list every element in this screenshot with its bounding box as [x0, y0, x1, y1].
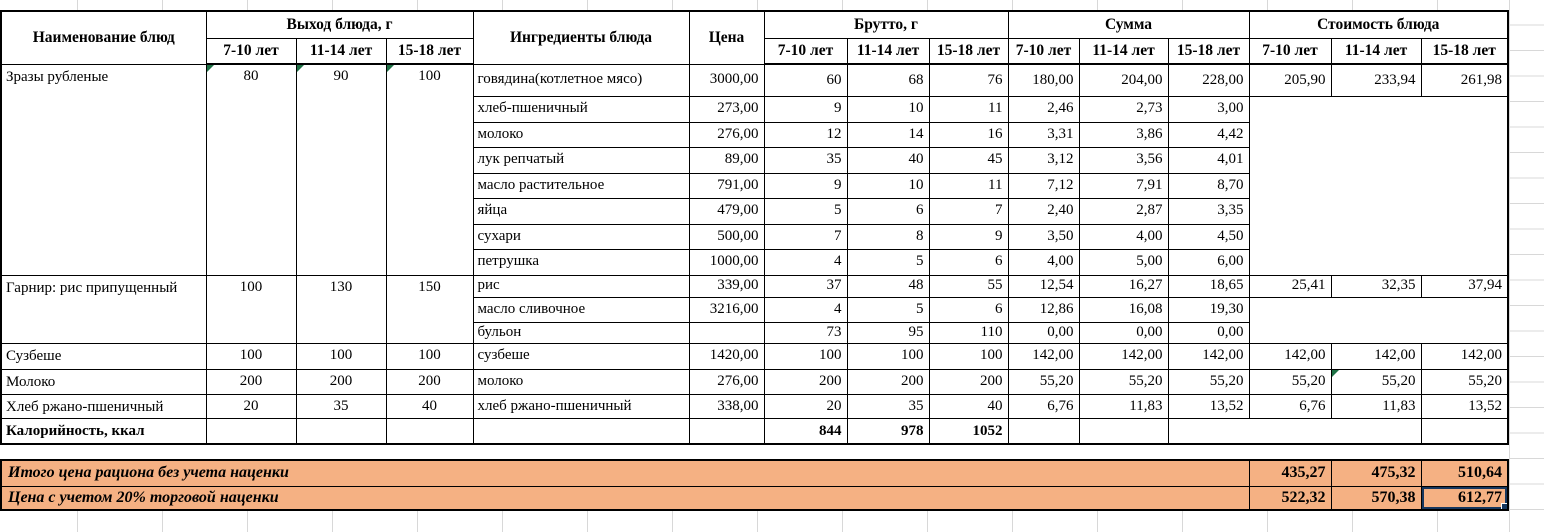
cell-sum-1[interactable]: 3,50 — [1008, 224, 1079, 249]
cell-sum-1[interactable]: 7,12 — [1008, 173, 1079, 198]
cell-price[interactable] — [689, 322, 764, 343]
cell-cost-empty[interactable] — [1249, 96, 1508, 275]
cell-price[interactable]: 479,00 — [689, 198, 764, 224]
cell-gross-2[interactable]: 35 — [847, 394, 929, 419]
cell-gross-1[interactable]: 60 — [764, 64, 847, 96]
cell-output-3[interactable]: 200 — [386, 369, 473, 394]
cell-cost-1[interactable]: 6,76 — [1249, 394, 1331, 419]
cell-calories-2[interactable]: 978 — [847, 419, 929, 444]
cell-sum-empty-1[interactable] — [1008, 419, 1079, 444]
cell-gross-3[interactable]: 6 — [929, 297, 1008, 322]
cell-price[interactable]: 1000,00 — [689, 249, 764, 275]
cell-sum-2[interactable]: 5,00 — [1079, 249, 1168, 275]
cell-cost-3[interactable]: 261,98 — [1421, 64, 1508, 96]
cell-ingredient[interactable]: говядина(котлетное мясо) — [473, 64, 689, 96]
cell-cost-3[interactable]: 142,00 — [1421, 343, 1508, 369]
cell-output-1[interactable]: 20 — [206, 394, 296, 419]
cell-sum-empty-2[interactable] — [1079, 419, 1168, 444]
cell-gross-1[interactable]: 20 — [764, 394, 847, 419]
total-with-markup-7-10[interactable]: 522,32 — [1249, 486, 1331, 510]
cell-sum-1[interactable]: 2,40 — [1008, 198, 1079, 224]
cell-cost-3[interactable]: 13,52 — [1421, 394, 1508, 419]
cell-output-1[interactable]: 100 — [206, 275, 296, 343]
cell-output-3[interactable]: 40 — [386, 394, 473, 419]
cell-gross-1[interactable]: 4 — [764, 249, 847, 275]
cell-gross-3[interactable]: 76 — [929, 64, 1008, 96]
cell-gross-2[interactable]: 5 — [847, 297, 929, 322]
cell-dish-name[interactable]: Сузбеше — [1, 343, 206, 369]
cell-gross-2[interactable]: 6 — [847, 198, 929, 224]
header-dish-name[interactable]: Наименование блюд — [1, 11, 206, 64]
totals-row-with-markup — [1, 486, 1508, 510]
cell-sum-3[interactable]: 228,00 — [1168, 64, 1249, 96]
cell-cost-3[interactable]: 55,20 — [1421, 369, 1508, 394]
gridlines-top — [0, 0, 1509, 10]
cell-dish-name[interactable]: Гарнир: рис припущенный — [1, 275, 206, 343]
cell-gross-1[interactable]: 9 — [764, 173, 847, 198]
cell-calories-1[interactable]: 844 — [764, 419, 847, 444]
cell-gross-3[interactable]: 9 — [929, 224, 1008, 249]
cell-price[interactable]: 339,00 — [689, 275, 764, 297]
cell-gross-1[interactable]: 100 — [764, 343, 847, 369]
header-age-output-3[interactable]: 15-18 лет — [386, 38, 473, 64]
cell-ingredient[interactable]: петрушка — [473, 249, 689, 275]
cell-cost-2[interactable]: 32,35 — [1331, 275, 1421, 297]
cell-sum-3[interactable]: 13,52 — [1168, 394, 1249, 419]
cell-calories-3[interactable]: 1052 — [929, 419, 1008, 444]
cell-output-2[interactable]: 200 — [296, 369, 386, 394]
header-age-sum-2[interactable]: 11-14 лет — [1079, 38, 1168, 64]
header-age-gross-3[interactable]: 15-18 лет — [929, 38, 1008, 64]
cell-sum-3[interactable]: 19,30 — [1168, 297, 1249, 322]
cell-cost-empty[interactable] — [1249, 297, 1508, 343]
total-without-markup-7-10[interactable]: 435,27 — [1249, 460, 1331, 486]
cell-sum-3[interactable]: 4,50 — [1168, 224, 1249, 249]
cell-gross-1[interactable]: 35 — [764, 147, 847, 173]
cell-merged-empty[interactable] — [1168, 419, 1421, 444]
gridlines-bottom — [0, 509, 1509, 532]
cell-sum-2[interactable]: 0,00 — [1079, 322, 1168, 343]
cell-ingredient[interactable]: сузбеше — [473, 343, 689, 369]
cell-gross-2[interactable]: 10 — [847, 173, 929, 198]
cell-gross-3[interactable]: 6 — [929, 249, 1008, 275]
cell-price[interactable]: 273,00 — [689, 96, 764, 122]
cell-gross-2[interactable]: 200 — [847, 369, 929, 394]
cell-price[interactable]: 3216,00 — [689, 297, 764, 322]
cell-gross-1[interactable]: 12 — [764, 122, 847, 147]
cell-gross-1[interactable]: 73 — [764, 322, 847, 343]
cell-sum-3[interactable]: 18,65 — [1168, 275, 1249, 297]
table-row — [1, 64, 1508, 96]
header-age-cost-1[interactable]: 7-10 лет — [1249, 38, 1331, 64]
table-row — [1, 369, 1508, 394]
recipe-cost-table — [0, 10, 1509, 445]
cell-ingredient[interactable]: хлеб ржано-пшеничный — [473, 394, 689, 419]
cell-output-3[interactable]: 150 — [386, 275, 473, 343]
cell-output-empty-1[interactable] — [206, 419, 296, 444]
cell-ingredient-empty[interactable] — [473, 419, 689, 444]
cell-calories-label[interactable]: Калорийность, ккал — [1, 419, 206, 444]
cell-cost-1[interactable]: 142,00 — [1249, 343, 1331, 369]
cell-sum-3[interactable]: 8,70 — [1168, 173, 1249, 198]
calories-row — [1, 419, 1508, 444]
cell-ingredient[interactable]: рис — [473, 275, 689, 297]
cell-sum-2[interactable]: 7,91 — [1079, 173, 1168, 198]
cell-dish-name[interactable]: Хлеб ржано-пшеничный — [1, 394, 206, 419]
cell-cost-2[interactable]: 55,20 — [1331, 369, 1421, 394]
cell-sum-2[interactable]: 11,83 — [1079, 394, 1168, 419]
cell-sum-2[interactable]: 55,20 — [1079, 369, 1168, 394]
cell-output-empty-2[interactable] — [296, 419, 386, 444]
cell-price[interactable]: 500,00 — [689, 224, 764, 249]
cell-cost-empty-3[interactable] — [1421, 419, 1508, 444]
cell-gross-2[interactable]: 5 — [847, 249, 929, 275]
cell-sum-3[interactable]: 0,00 — [1168, 322, 1249, 343]
total-without-markup-15-18[interactable]: 510,64 — [1421, 460, 1508, 486]
cell-cost-2[interactable]: 142,00 — [1331, 343, 1421, 369]
cell-price[interactable]: 276,00 — [689, 369, 764, 394]
header-age-sum-3[interactable]: 15-18 лет — [1168, 38, 1249, 64]
cell-sum-2[interactable]: 142,00 — [1079, 343, 1168, 369]
cell-gross-2[interactable]: 95 — [847, 322, 929, 343]
cell-gross-3[interactable]: 200 — [929, 369, 1008, 394]
cell-price-empty[interactable] — [689, 419, 764, 444]
header-price[interactable]: Цена — [689, 11, 764, 64]
cell-gross-2[interactable]: 48 — [847, 275, 929, 297]
cell-sum-1[interactable]: 3,31 — [1008, 122, 1079, 147]
cell-ingredient[interactable]: молоко — [473, 369, 689, 394]
cell-gross-1[interactable]: 9 — [764, 96, 847, 122]
cell-gross-3[interactable]: 16 — [929, 122, 1008, 147]
cell-cost-3[interactable]: 37,94 — [1421, 275, 1508, 297]
cell-output-1[interactable]: 100 — [206, 343, 296, 369]
cell-sum-1[interactable]: 142,00 — [1008, 343, 1079, 369]
cell-gross-2[interactable]: 100 — [847, 343, 929, 369]
cell-gross-3[interactable]: 110 — [929, 322, 1008, 343]
cell-ingredient[interactable]: масло растительное — [473, 173, 689, 198]
selected-cell[interactable]: 612,77 — [1421, 486, 1508, 510]
cell-gross-2[interactable]: 10 — [847, 96, 929, 122]
totals-table — [0, 459, 1509, 511]
cell-ingredient[interactable]: сухари — [473, 224, 689, 249]
cell-sum-2[interactable]: 16,27 — [1079, 275, 1168, 297]
cell-price[interactable]: 791,00 — [689, 173, 764, 198]
total-without-markup-label[interactable]: Итого цена рациона без учета наценки — [1, 460, 1249, 486]
cell-ingredient[interactable]: хлеб-пшеничный — [473, 96, 689, 122]
cell-cost-1[interactable]: 205,90 — [1249, 64, 1331, 96]
header-ingredients[interactable]: Ингредиенты блюда — [473, 11, 689, 64]
cell-sum-1[interactable]: 180,00 — [1008, 64, 1079, 96]
cell-gross-2[interactable]: 68 — [847, 64, 929, 96]
cell-ingredient[interactable]: лук репчатый — [473, 147, 689, 173]
cell-gross-1[interactable]: 5 — [764, 198, 847, 224]
cell-sum-3[interactable]: 142,00 — [1168, 343, 1249, 369]
cell-ingredient[interactable]: яйца — [473, 198, 689, 224]
gridlines-right — [1509, 0, 1544, 532]
cell-price[interactable]: 1420,00 — [689, 343, 764, 369]
header-age-sum-1[interactable]: 7-10 лет — [1008, 38, 1079, 64]
cell-output-2[interactable]: 100 — [296, 343, 386, 369]
cell-sum-1[interactable]: 0,00 — [1008, 322, 1079, 343]
table-row — [1, 343, 1508, 369]
cell-sum-2[interactable]: 3,86 — [1079, 122, 1168, 147]
cell-dish-name[interactable]: Зразы рубленые — [1, 64, 206, 275]
table-row — [1, 275, 1508, 297]
cell-output-2[interactable]: 35 — [296, 394, 386, 419]
cell-sum-1[interactable]: 55,20 — [1008, 369, 1079, 394]
cell-cost-2[interactable]: 233,94 — [1331, 64, 1421, 96]
cell-sum-2[interactable]: 2,87 — [1079, 198, 1168, 224]
header-age-gross-1[interactable]: 7-10 лет — [764, 38, 847, 64]
total-with-markup-label[interactable]: Цена с учетом 20% торговой наценки — [1, 486, 1249, 510]
cell-gross-1[interactable]: 4 — [764, 297, 847, 322]
cell-sum-3[interactable]: 6,00 — [1168, 249, 1249, 275]
cell-sum-2[interactable]: 3,56 — [1079, 147, 1168, 173]
header-sum[interactable]: Сумма — [1008, 11, 1249, 38]
header-gross[interactable]: Брутто, г — [764, 11, 1008, 38]
table-row — [1, 394, 1508, 419]
header-age-output-1[interactable]: 7-10 лет — [206, 38, 296, 64]
header-age-output-2[interactable]: 11-14 лет — [296, 38, 386, 64]
cell-price[interactable]: 89,00 — [689, 147, 764, 173]
cell-gross-3[interactable]: 11 — [929, 173, 1008, 198]
cell-sum-2[interactable]: 4,00 — [1079, 224, 1168, 249]
header-age-gross-2[interactable]: 11-14 лет — [847, 38, 929, 64]
header-cost[interactable]: Стоимость блюда — [1249, 11, 1508, 38]
cell-gross-1[interactable]: 200 — [764, 369, 847, 394]
header-output[interactable]: Выход блюда, г — [206, 11, 473, 38]
cell-gross-2[interactable]: 8 — [847, 224, 929, 249]
cell-output-3[interactable]: 100 — [386, 64, 473, 275]
cell-cost-2[interactable]: 11,83 — [1331, 394, 1421, 419]
cell-sum-3[interactable]: 4,42 — [1168, 122, 1249, 147]
totals-row-no-markup — [1, 460, 1508, 486]
cell-gross-2[interactable]: 14 — [847, 122, 929, 147]
cell-gross-3[interactable]: 40 — [929, 394, 1008, 419]
cell-output-empty-3[interactable] — [386, 419, 473, 444]
cell-sum-1[interactable]: 3,12 — [1008, 147, 1079, 173]
cell-sum-2[interactable]: 16,08 — [1079, 297, 1168, 322]
cell-gross-3[interactable]: 7 — [929, 198, 1008, 224]
cell-price[interactable]: 276,00 — [689, 122, 764, 147]
total-with-markup-11-14[interactable]: 570,38 — [1331, 486, 1421, 510]
cell-sum-3[interactable]: 3,00 — [1168, 96, 1249, 122]
cell-output-2[interactable]: 130 — [296, 275, 386, 343]
header-age-cost-2[interactable]: 11-14 лет — [1331, 38, 1421, 64]
cell-cost-1[interactable]: 55,20 — [1249, 369, 1331, 394]
cell-output-3[interactable]: 100 — [386, 343, 473, 369]
cell-sum-2[interactable]: 204,00 — [1079, 64, 1168, 96]
cell-gross-3[interactable]: 55 — [929, 275, 1008, 297]
cell-sum-1[interactable]: 12,54 — [1008, 275, 1079, 297]
header-age-cost-3[interactable]: 15-18 лет — [1421, 38, 1508, 64]
cell-sum-1[interactable]: 4,00 — [1008, 249, 1079, 275]
cell-ingredient[interactable]: молоко — [473, 122, 689, 147]
cell-ingredient[interactable]: бульон — [473, 322, 689, 343]
cell-ingredient[interactable]: масло сливочное — [473, 297, 689, 322]
cell-sum-1[interactable]: 2,46 — [1008, 96, 1079, 122]
cell-sum-3[interactable]: 4,01 — [1168, 147, 1249, 173]
cell-output-2[interactable]: 90 — [296, 64, 386, 275]
cell-dish-name[interactable]: Молоко — [1, 369, 206, 394]
cell-gross-2[interactable]: 40 — [847, 147, 929, 173]
cell-sum-3[interactable]: 55,20 — [1168, 369, 1249, 394]
cell-gross-3[interactable]: 45 — [929, 147, 1008, 173]
cell-gross-3[interactable]: 100 — [929, 343, 1008, 369]
cell-sum-1[interactable]: 12,86 — [1008, 297, 1079, 322]
cell-sum-3[interactable]: 3,35 — [1168, 198, 1249, 224]
cell-gross-1[interactable]: 37 — [764, 275, 847, 297]
cell-output-1[interactable]: 200 — [206, 369, 296, 394]
cell-gross-1[interactable]: 7 — [764, 224, 847, 249]
cell-sum-2[interactable]: 2,73 — [1079, 96, 1168, 122]
cell-price[interactable]: 338,00 — [689, 394, 764, 419]
cell-sum-1[interactable]: 6,76 — [1008, 394, 1079, 419]
cell-output-1[interactable]: 80 — [206, 64, 296, 275]
total-without-markup-11-14[interactable]: 475,32 — [1331, 460, 1421, 486]
cell-cost-1[interactable]: 25,41 — [1249, 275, 1331, 297]
cell-price[interactable]: 3000,00 — [689, 64, 764, 96]
cell-gross-3[interactable]: 11 — [929, 96, 1008, 122]
